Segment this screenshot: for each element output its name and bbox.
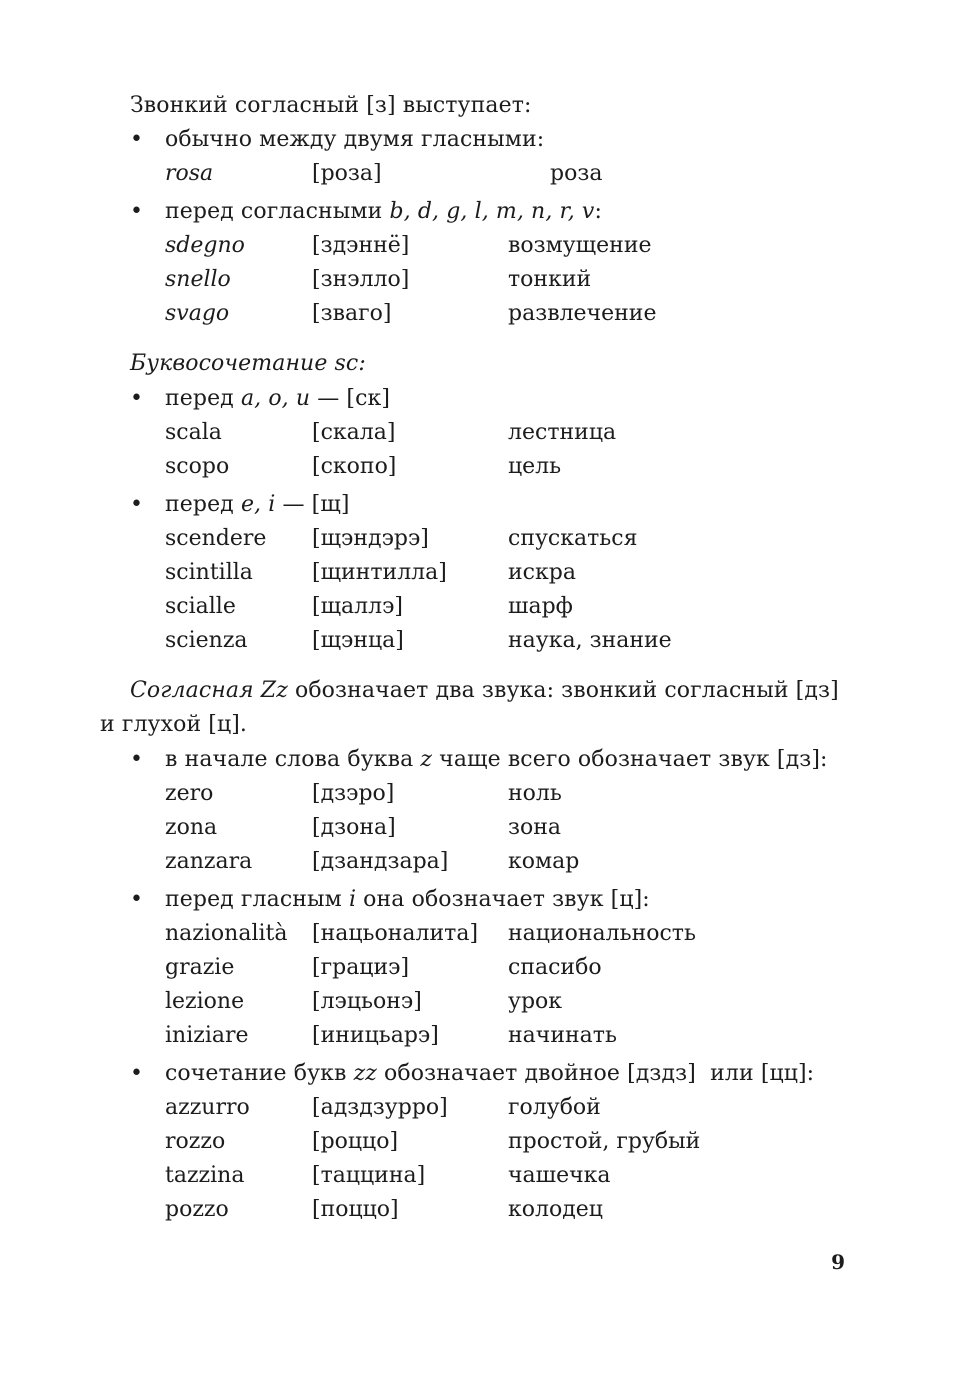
italian-word: tazzina bbox=[165, 1163, 245, 1188]
vowel-letters: e, i bbox=[240, 492, 276, 517]
italian-word: rosa bbox=[165, 161, 214, 186]
italian-word: iniziare bbox=[165, 1023, 249, 1048]
heading-text: обозначает два звука: звонкий согласный [дз] bbox=[287, 678, 839, 703]
bullet-icon: • bbox=[130, 127, 143, 152]
page-number: 9 bbox=[831, 1250, 845, 1274]
pronunciation: [скала] bbox=[312, 420, 396, 445]
italian-word: scopo bbox=[165, 454, 230, 479]
pronunciation: [щаллэ] bbox=[312, 594, 404, 619]
vowel-letters: a, o, u bbox=[240, 386, 311, 411]
translation: цель bbox=[508, 454, 562, 479]
section-heading-zz bbox=[130, 677, 839, 705]
italian-word: nazionalità bbox=[165, 921, 288, 946]
translation: спускаться bbox=[508, 526, 638, 551]
italian-word: scienza bbox=[165, 628, 248, 653]
italian-word: scintilla bbox=[165, 560, 253, 585]
bullet-label-before-ei bbox=[165, 491, 350, 519]
consonant-letters: b, d, g, l, m, n, r, v bbox=[389, 199, 595, 224]
translation: наука, знание bbox=[508, 628, 672, 653]
table-row bbox=[0, 419, 957, 447]
table-row bbox=[0, 1128, 957, 1156]
bullet-label-before-aou bbox=[165, 385, 390, 413]
pronunciation: [щэнца] bbox=[312, 628, 404, 653]
italian-word: snello bbox=[165, 267, 231, 292]
label-text: она обозначает звук [ц]: bbox=[356, 887, 650, 912]
italian-word: zanzara bbox=[165, 849, 253, 874]
pronunciation: [поццо] bbox=[312, 1197, 399, 1222]
translation: лестница bbox=[508, 420, 617, 445]
label-text: сочетание букв bbox=[165, 1061, 354, 1086]
table-row bbox=[0, 954, 957, 982]
label-text: чаще всего обозначает звук [дз]: bbox=[432, 747, 828, 772]
table-row bbox=[0, 593, 957, 621]
italian-word: lezione bbox=[165, 989, 245, 1014]
italian-word: azzurro bbox=[165, 1095, 250, 1120]
pronunciation: [знэлло] bbox=[312, 267, 410, 292]
bullet-label-before-consonants bbox=[165, 198, 602, 226]
pronunciation: [щэндэрэ] bbox=[312, 526, 429, 551]
pronunciation: [грациэ] bbox=[312, 955, 410, 980]
bullet-icon: • bbox=[130, 386, 143, 411]
label-text: — [щ] bbox=[275, 492, 350, 517]
pronunciation: [иницьарэ] bbox=[312, 1023, 439, 1048]
bullet-label-double-zz bbox=[165, 1060, 814, 1088]
pronunciation: [щинтилла] bbox=[312, 560, 447, 585]
translation: зона bbox=[508, 815, 562, 840]
table-row bbox=[0, 627, 957, 655]
label-text: перед согласными bbox=[165, 199, 390, 224]
translation: начинать bbox=[508, 1023, 617, 1048]
pronunciation: [роццо] bbox=[312, 1129, 399, 1154]
label-text: : bbox=[594, 199, 602, 224]
table-row bbox=[0, 266, 957, 294]
table-row bbox=[0, 780, 957, 808]
pronunciation: [нацьоналита] bbox=[312, 921, 479, 946]
pronunciation: [дзандзара] bbox=[312, 849, 449, 874]
italian-word: scala bbox=[165, 420, 222, 445]
table-row bbox=[0, 920, 957, 948]
translation: простой, грубый bbox=[508, 1129, 701, 1154]
table-row bbox=[0, 453, 957, 481]
table-row bbox=[0, 1196, 957, 1224]
label-text: перед bbox=[165, 386, 241, 411]
translation: урок bbox=[508, 989, 563, 1014]
table-row bbox=[0, 1094, 957, 1122]
letter: zz bbox=[353, 1061, 377, 1086]
section-heading-zz-line2: и глухой [ц]. bbox=[100, 712, 248, 737]
letter: i bbox=[348, 887, 357, 912]
italian-word: pozzo bbox=[165, 1197, 229, 1222]
bullet-icon: • bbox=[130, 1061, 143, 1086]
italian-word: svago bbox=[165, 301, 230, 326]
bullet-label-start-of-word bbox=[165, 746, 828, 774]
label-text: в начале слова буква bbox=[165, 747, 421, 772]
bullet-icon: • bbox=[130, 747, 143, 772]
translation: голубой bbox=[508, 1095, 601, 1120]
pronunciation: [таццина] bbox=[312, 1163, 426, 1188]
pronunciation: [лэцьонэ] bbox=[312, 989, 422, 1014]
table-row bbox=[0, 1022, 957, 1050]
pronunciation: [дзона] bbox=[312, 815, 396, 840]
table-row bbox=[0, 300, 957, 328]
table-row bbox=[0, 160, 957, 188]
section-heading-sc: Буквосочетание sc: bbox=[130, 351, 366, 376]
translation: возмущение bbox=[508, 233, 652, 258]
table-row bbox=[0, 1162, 957, 1190]
translation: ноль bbox=[508, 781, 562, 806]
intro-text: Звонкий согласный [з] выступает: bbox=[130, 93, 532, 118]
translation: роза bbox=[550, 161, 603, 186]
italian-word: scialle bbox=[165, 594, 236, 619]
italian-word: sdegno bbox=[165, 233, 245, 258]
translation: тонкий bbox=[508, 267, 592, 292]
label-text: — [ск] bbox=[310, 386, 391, 411]
italian-word: zona bbox=[165, 815, 218, 840]
pronunciation: [адздзурро] bbox=[312, 1095, 448, 1120]
label-text: перед гласным bbox=[165, 887, 349, 912]
translation: колодец bbox=[508, 1197, 603, 1222]
italian-word: scendere bbox=[165, 526, 267, 551]
table-row bbox=[0, 559, 957, 587]
italian-word: grazie bbox=[165, 955, 235, 980]
translation: развлечение bbox=[508, 301, 657, 326]
pronunciation: [роза] bbox=[312, 161, 382, 186]
pronunciation: [здэннё] bbox=[312, 233, 410, 258]
table-row bbox=[0, 232, 957, 260]
translation: шарф bbox=[508, 594, 573, 619]
table-row bbox=[0, 525, 957, 553]
translation: искра bbox=[508, 560, 576, 585]
translation: комар bbox=[508, 849, 580, 874]
italian-word: zero bbox=[165, 781, 214, 806]
heading-italic: Согласная Zz bbox=[130, 678, 288, 703]
translation: национальность bbox=[508, 921, 696, 946]
pronunciation: [дзэро] bbox=[312, 781, 395, 806]
bullet-label-before-i bbox=[165, 886, 650, 914]
bullet-label-between-vowels: обычно между двумя гласными: bbox=[165, 127, 545, 152]
bullet-icon: • bbox=[130, 199, 143, 224]
label-text: перед bbox=[165, 492, 241, 517]
bullet-icon: • bbox=[130, 887, 143, 912]
italian-word: rozzo bbox=[165, 1129, 226, 1154]
table-row bbox=[0, 848, 957, 876]
table-row bbox=[0, 988, 957, 1016]
pronunciation: [зваго] bbox=[312, 301, 392, 326]
table-row bbox=[0, 814, 957, 842]
label-text: обозначает двойное [дздз] или [цц]: bbox=[376, 1061, 815, 1086]
translation: спасибо bbox=[508, 955, 602, 980]
bullet-icon: • bbox=[130, 492, 143, 517]
letter: z bbox=[420, 747, 433, 772]
pronunciation: [скопо] bbox=[312, 454, 397, 479]
translation: чашечка bbox=[508, 1163, 611, 1188]
